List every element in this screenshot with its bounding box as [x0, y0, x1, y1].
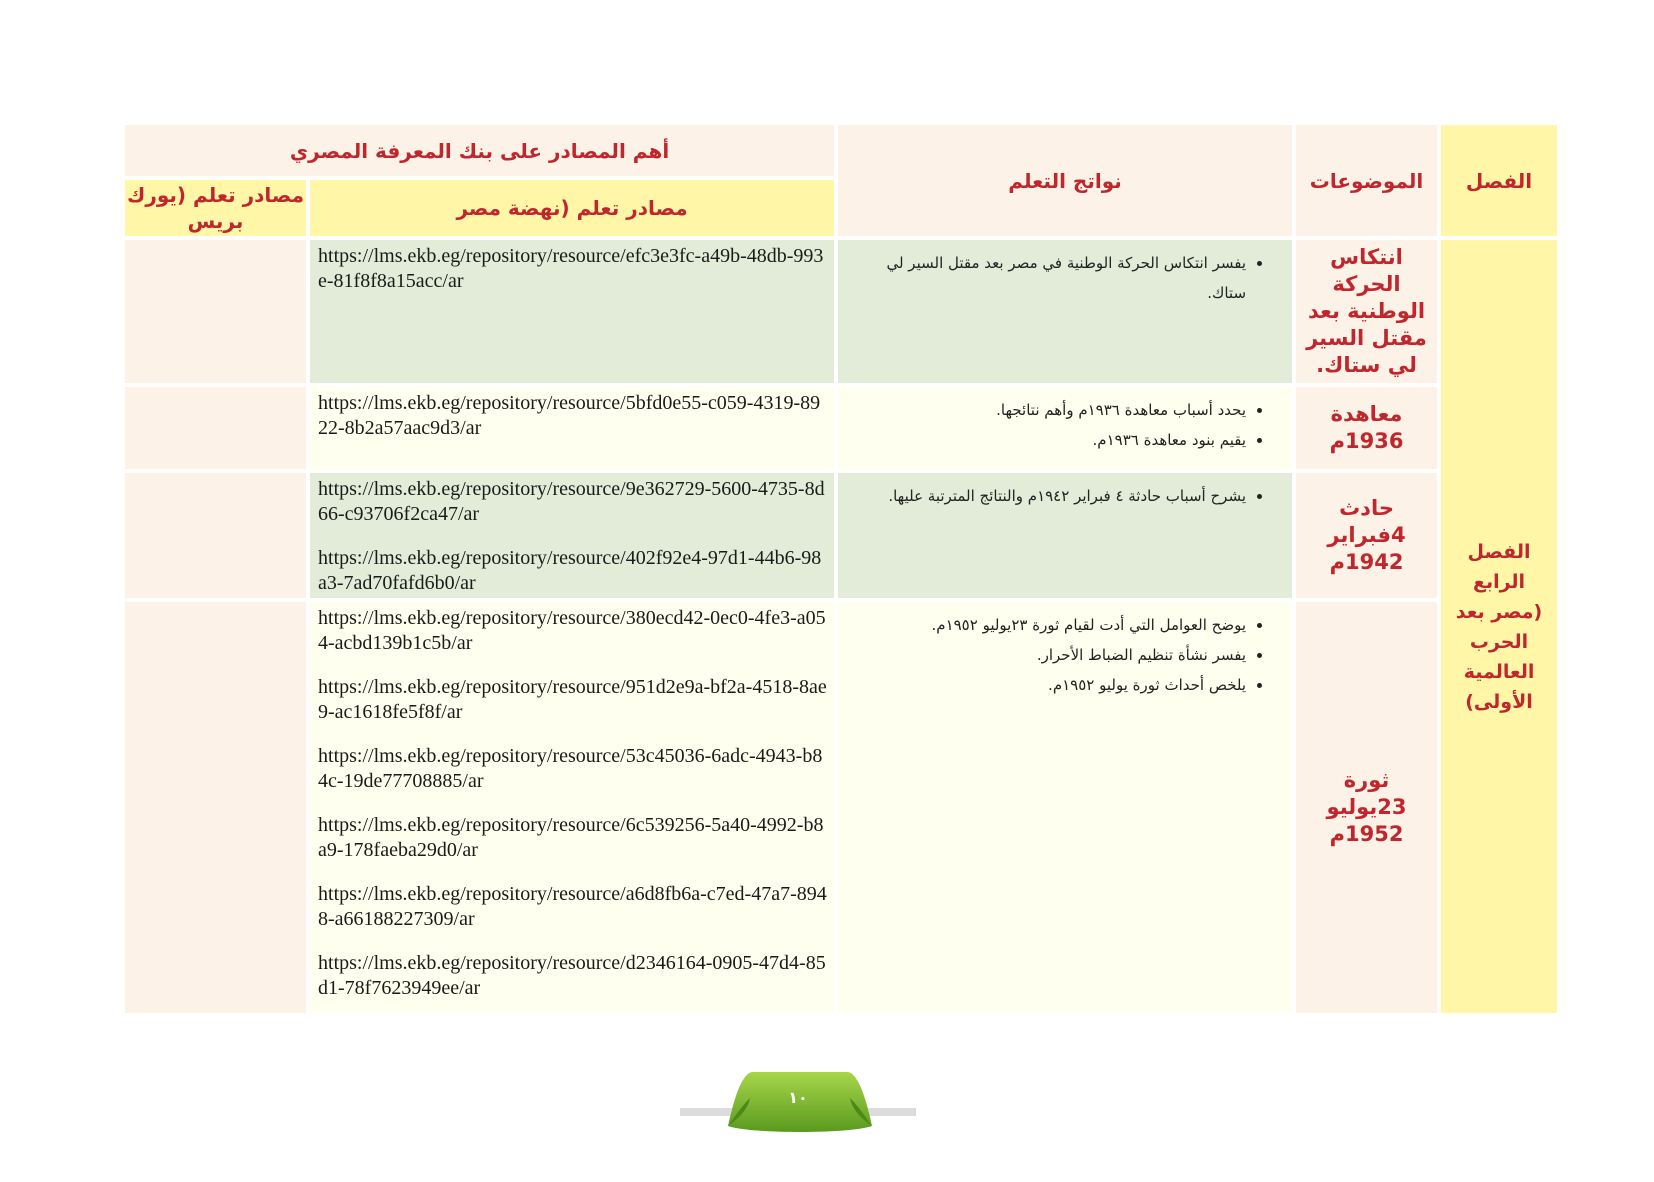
topic-july-23-revolution: ثورة 23يوليو 1952م [1296, 602, 1437, 1013]
outcome-item: • يشرح أسباب حادثة ٤ فبراير ١٩٤٢م والنتائج المترتبة عليها. [848, 481, 1246, 511]
resource-link[interactable]: https://lms.ekb.eg/repository/resource/a6d8fb6a-c7ed-47a7-8948-a66188227309/ar [318, 883, 827, 930]
resource-link[interactable]: https://lms.ekb.eg/repository/resource/9e362729-5600-4735-8d66-c93706f2ca47/ar [318, 478, 825, 525]
outcomes-list [848, 395, 1262, 455]
outcome-item: • يفسر نشأة تنظيم الضباط الأحرار. [848, 640, 1246, 670]
resource-link[interactable]: https://lms.ekb.eg/repository/resource/53c45036-6adc-4943-b84c-19de77708885/ar [318, 745, 823, 792]
header-nahdet-misr: مصادر تعلم (نهضة مصر [310, 180, 834, 236]
topic-feb-4-1942: حادث 4فبراير 1942م [1296, 473, 1437, 598]
outcome-item: • يفسر انتكاس الحركة الوطنية في مصر بعد مقتل السير لي ستاك. [848, 248, 1246, 308]
outcome-item: • يقيم بنود معاهدة ١٩٣٦م. [848, 425, 1246, 455]
york-press-cell [125, 602, 306, 1013]
topic-treaty-1936: معاهدة 1936م [1296, 387, 1437, 469]
outcomes-cell [838, 602, 1292, 1013]
topic-stack-assassination: انتكاس الحركة الوطنية بعد مقتل السير لي ستاك. [1296, 240, 1437, 383]
york-press-cell [125, 240, 306, 383]
outcomes-cell [838, 473, 1292, 598]
outcomes-cell [838, 387, 1292, 469]
outcome-item: • يلخص أحداث ثورة يوليو ١٩٥٢م. [848, 670, 1246, 700]
resource-link[interactable]: https://lms.ekb.eg/repository/resource/efc3e3fc-a49b-48db-993e-81f8f8a15acc/ar [318, 245, 824, 292]
chapter-title: الفصل الرابع (مصر بعد الحرب العالمية الأولى) [1441, 240, 1557, 1013]
links-cell [310, 602, 834, 1013]
links-cell [310, 473, 834, 598]
york-press-cell [125, 473, 306, 598]
outcomes-list [848, 248, 1262, 308]
outcomes-cell [838, 240, 1292, 383]
header-topics: الموضوعات [1296, 125, 1437, 236]
outcomes-list [848, 610, 1262, 700]
york-press-cell [125, 387, 306, 469]
links-cell [310, 387, 834, 469]
resource-link[interactable]: https://lms.ekb.eg/repository/resource/380ecd42-0ec0-4fe3-a054-acbd139b1c5b/ar [318, 607, 826, 654]
resource-link[interactable]: https://lms.ekb.eg/repository/resource/6c539256-5a40-4992-b8a9-178faeba29d0/ar [318, 814, 824, 861]
header-sources-group: أهم المصادر على بنك المعرفة المصري [125, 125, 834, 176]
page-number-badge [680, 1068, 916, 1138]
header-chapter: الفصل [1441, 125, 1557, 236]
links-cell [310, 240, 834, 383]
header-york-press: مصادر تعلم (يورك بريس [125, 180, 306, 236]
page-number: ١٠ [788, 1088, 808, 1107]
resource-link[interactable]: https://lms.ekb.eg/repository/resource/d2346164-0905-47d4-85d1-78f7623949ee/ar [318, 952, 826, 999]
outcome-item: • يوضح العوامل التي أدت لقيام ثورة ٢٣يوليو ١٩٥٢م. [848, 610, 1246, 640]
resource-link[interactable]: https://lms.ekb.eg/repository/resource/402f92e4-97d1-44b6-98a3-7ad70fafd6b0/ar [318, 547, 822, 594]
resource-link[interactable]: https://lms.ekb.eg/repository/resource/5bfd0e55-c059-4319-8922-8b2a57aac9d3/ar [318, 392, 821, 439]
curriculum-table [121, 121, 1561, 1017]
outcomes-list [848, 481, 1262, 511]
resource-link[interactable]: https://lms.ekb.eg/repository/resource/951d2e9a-bf2a-4518-8ae9-ac1618fe5f8f/ar [318, 676, 827, 723]
outcome-item: • يحدد أسباب معاهدة ١٩٣٦م وأهم نتائجها. [848, 395, 1246, 425]
header-outcomes: نواتج التعلم [838, 125, 1292, 236]
